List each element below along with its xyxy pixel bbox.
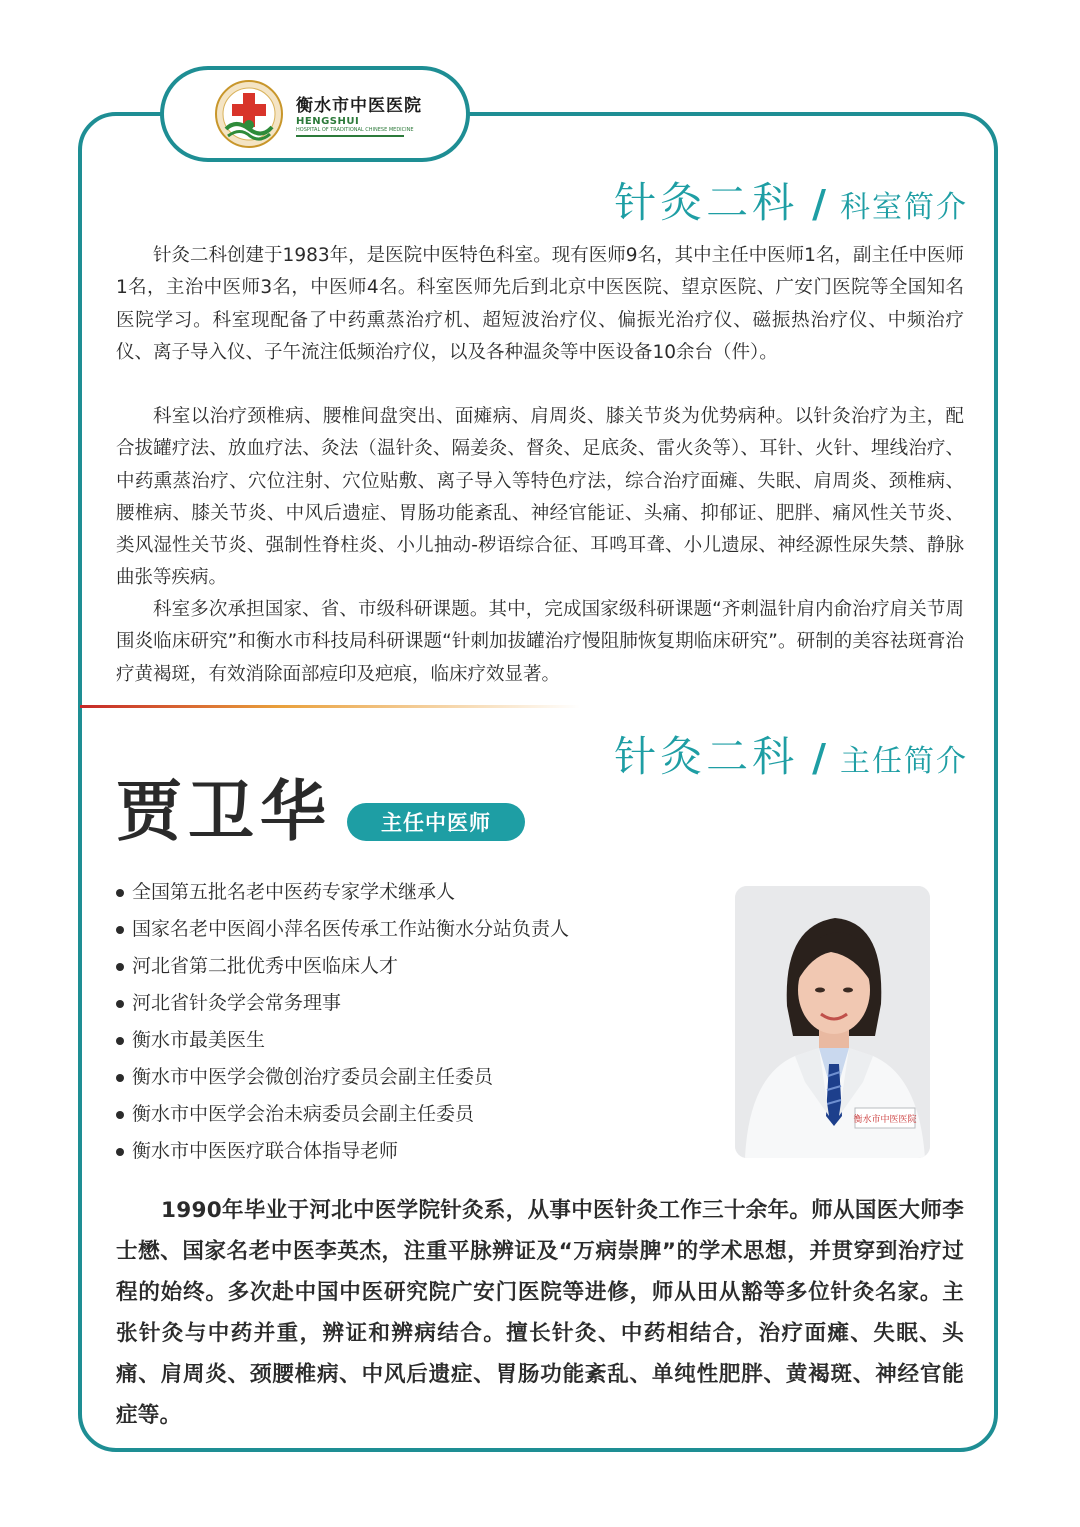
logo-text <box>296 91 422 137</box>
dept-title-main: 针灸二科 <box>614 178 799 227</box>
dept-paragraph-3: 科室多次承担国家、省、市级科研课题。其中，完成国家级科研课题“齐刺温针肩内俞治疗肩关节周围炎临床研究”和衡水市科技局科研课题“针刺加拔罐治疗慢阻肺恢复期临床研究”。研制的美容祛斑膏治疗黄褐斑，有效消除面部痘印及疤痕，临床疗效显著。 <box>116 599 964 685</box>
director-title-main: 针灸二科 <box>614 732 799 781</box>
honor-text: 国家名老中医阎小萍名医传承工作站衡水分站负责人 <box>132 918 570 940</box>
honor-text: 河北省第二批优秀中医临床人才 <box>132 955 399 977</box>
director-bio: 1990年毕业于河北中医学院针灸系，从事中医针灸工作三十余年。师从国医大师李士懋、国家名老中医李英杰，注重平脉辨证及“万病崇脾”的学术思想，并贯穿到治疗过程的始终。多次赴中国中医研究院广安门医院等进修，师从田从豁等多位针灸名家。主张针灸与中药并重，辨证和辨病结合。擅长针灸、中药相结合，治疗面瘫、失眠、头痛、肩周炎、颈腰椎病、中风后遗症、胃肠功能紊乱、单纯性肥胖、黄褐斑、神经官能症等。 <box>116 1198 964 1428</box>
honor-list <box>116 874 716 1170</box>
section-divider <box>80 705 580 708</box>
honor-text: 衡水市中医学会微创治疗委员会副主任委员 <box>132 1066 494 1088</box>
bullet-icon <box>116 1037 124 1045</box>
dept-paragraph-1: 针灸二科创建于1983年，是医院中医特色科室。现有医师9名，其中主任中医师1名，副主任中医师1名，主治中医师3名，中医师4名。科室医师先后到北京中医医院、望京医院、广安门医院等全国知名医院学习。科室现配备了中药熏蒸治疗机、超短波治疗仪、偏振光治疗仪、磁振热治疗仪、中频治疗仪、离子导入仪、子午流注低频治疗仪，以及各种温灸等中医设备10余台（件）。 <box>116 245 964 363</box>
dept-paragraph-2: 科室以治疗颈椎病、腰椎间盘突出、面瘫病、肩周炎、膝关节炎为优势病种。以针灸治疗为主，配合拔罐疗法、放血疗法、灸法（温针灸、隔姜灸、督灸、足底灸、雷火灸等）、耳针、火针、埋线治疗、中药熏蒸治疗、穴位注射、穴位贴敷、离子导入等特色疗法，综合治疗面瘫、失眠、肩周炎、颈椎病、腰椎病、膝关节炎、中风后遗症、胃肠功能紊乱、神经官能证、头痛、抑郁证、肥胖、痛风性关节炎、类风湿性关节炎、强制性脊柱炎、小儿抽动-秽语综合征、耳鸣耳聋、小儿遗尿、神经源性尿失禁、静脉曲张等疾病。 <box>116 406 964 589</box>
logo-name-en: HENGSHUI <box>296 116 360 127</box>
dept-section-title <box>614 170 968 230</box>
coat-badge-text: 衡水市中医医院 <box>853 1115 917 1125</box>
bullet-icon <box>116 1111 124 1119</box>
honor-text: 衡水市最美医生 <box>132 1029 266 1051</box>
list-item <box>116 874 716 911</box>
bullet-icon <box>116 1148 124 1156</box>
list-item <box>116 1022 716 1059</box>
director-name: 贾卫华 <box>116 773 332 850</box>
list-item <box>116 985 716 1022</box>
list-item <box>116 1059 716 1096</box>
director-photo <box>735 886 930 1158</box>
director-title-sub: 主任简介 <box>840 744 968 779</box>
logo-underline <box>296 135 404 137</box>
hospital-logo <box>160 66 470 162</box>
bullet-icon <box>116 1000 124 1008</box>
honor-text: 全国第五批名老中医药专家学术继承人 <box>132 881 456 903</box>
honor-text: 衡水市中医学会治未病委员会副主任委员 <box>132 1103 475 1125</box>
honor-text: 河北省针灸学会常务理事 <box>132 992 342 1014</box>
dept-title-slash: / <box>812 182 826 226</box>
director-title-slash: / <box>812 736 826 780</box>
logo-name-en-full: HOSPITAL OF TRADITIONAL CHINESE MEDICINE <box>296 127 414 133</box>
list-item <box>116 1096 716 1133</box>
director-title-badge: 主任中医师 <box>347 803 525 841</box>
list-item <box>116 911 716 948</box>
honor-text: 衡水市中医医疗联合体指导老师 <box>132 1140 399 1162</box>
director-section-title <box>614 724 968 784</box>
doctor-portrait-icon <box>735 886 930 1158</box>
bullet-icon <box>116 1074 124 1082</box>
bullet-icon <box>116 889 124 897</box>
bullet-icon <box>116 963 124 971</box>
logo-name-cn: 衡水市中医医院 <box>296 96 422 116</box>
list-item <box>116 1133 716 1170</box>
list-item <box>116 948 716 985</box>
hospital-emblem-icon <box>214 79 284 149</box>
dept-title-sub: 科室简介 <box>840 190 968 225</box>
bullet-icon <box>116 926 124 934</box>
